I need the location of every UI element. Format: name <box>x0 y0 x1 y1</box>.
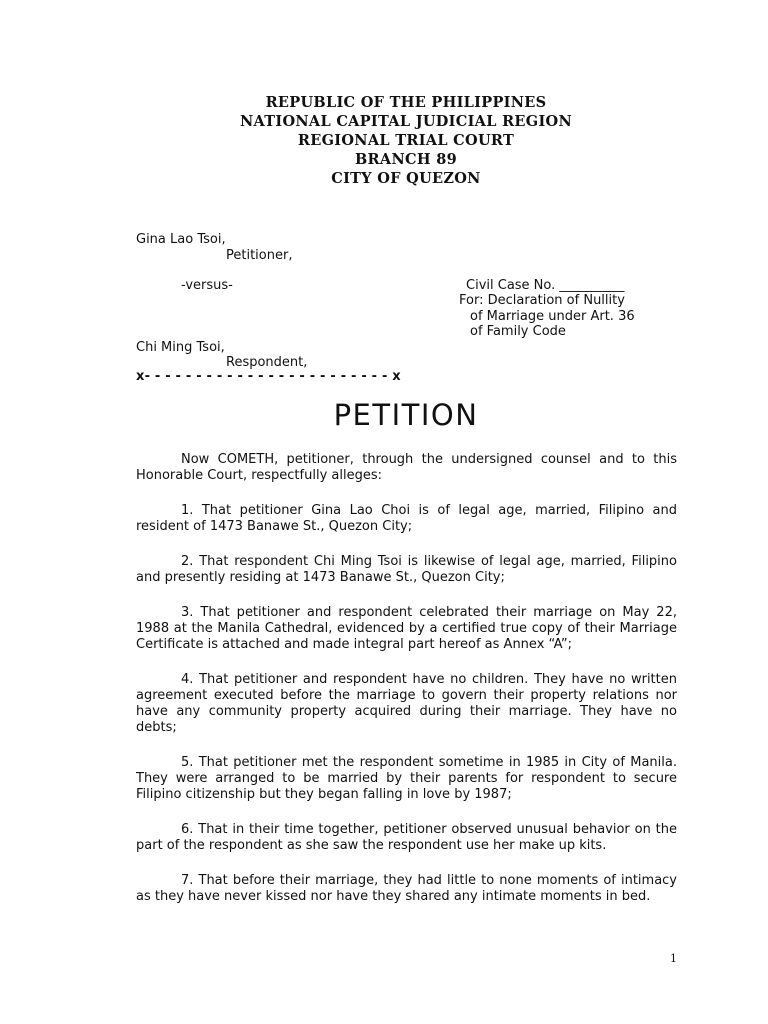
header-region: NATIONAL CAPITAL JUDICIAL REGION <box>239 113 573 130</box>
petition-body <box>136 452 677 924</box>
header-branch: BRANCH 89 <box>355 151 457 168</box>
caption-separator: x- - - - - - - - - - - - - - - - - - - - - - - - x <box>136 369 401 384</box>
case-subject-line3: of Family Code <box>470 324 566 339</box>
header-city: CITY OF QUEZON <box>331 170 481 187</box>
respondent-role: Respondent, <box>226 355 308 370</box>
civil-case-number: Civil Case No. __________ <box>466 278 625 293</box>
case-subject-line1: For: Declaration of Nullity <box>459 293 625 308</box>
paragraph-1: 1. That petitioner Gina Lao Choi is of legal age, married, Filipino and resident of 1473 Banawe St., Quezon City; <box>136 503 677 534</box>
paragraph-4: 4. That petitioner and respondent have no children. They have no written agreement executed before the marriage to govern their property relations nor have any community property acquired during their marriage. They have no debts; <box>136 672 677 735</box>
case-subject-line2: of Marriage under Art. 36 <box>470 309 635 324</box>
paragraph-2: 2. That respondent Chi Ming Tsoi is likewise of legal age, married, Filipino and presently residing at 1473 Banawe St., Quezon City; <box>136 554 677 585</box>
paragraph-5: 5. That petitioner met the respondent sometime in 1985 in City of Manila. They were arranged to be married by their parents for respondent to secure Filipino citizenship but they began falling in love by 1987; <box>136 755 677 802</box>
petitioner-name: Gina Lao Tsoi, <box>136 232 226 247</box>
paragraph-intro: Now COMETH, petitioner, through the undersigned counsel and to this Honorable Court, respectfully alleges: <box>136 452 677 483</box>
page-number: 1 <box>670 952 677 965</box>
case-caption <box>0 0 768 400</box>
paragraph-3: 3. That petitioner and respondent celebrated their marriage on May 22, 1988 at the Manila Cathedral, evidenced by a certified true copy of their Marriage Certificate is attached and made integral part hereof as Annex “A”; <box>136 605 677 652</box>
respondent-name: Chi Ming Tsoi, <box>136 340 225 355</box>
versus-label: -versus- <box>181 278 233 293</box>
petitioner-role: Petitioner, <box>226 248 293 263</box>
header-republic: REPUBLIC OF THE PHILIPPINES <box>265 94 547 111</box>
document-title: PETITION <box>333 398 479 432</box>
paragraph-6: 6. That in their time together, petitioner observed unusual behavior on the part of the respondent as she saw the respondent use her make up kits. <box>136 822 677 853</box>
header-court: REGIONAL TRIAL COURT <box>297 132 515 149</box>
paragraph-7: 7. That before their marriage, they had little to none moments of intimacy as they have never kissed nor have they shared any intimate moments in bed. <box>136 873 677 904</box>
